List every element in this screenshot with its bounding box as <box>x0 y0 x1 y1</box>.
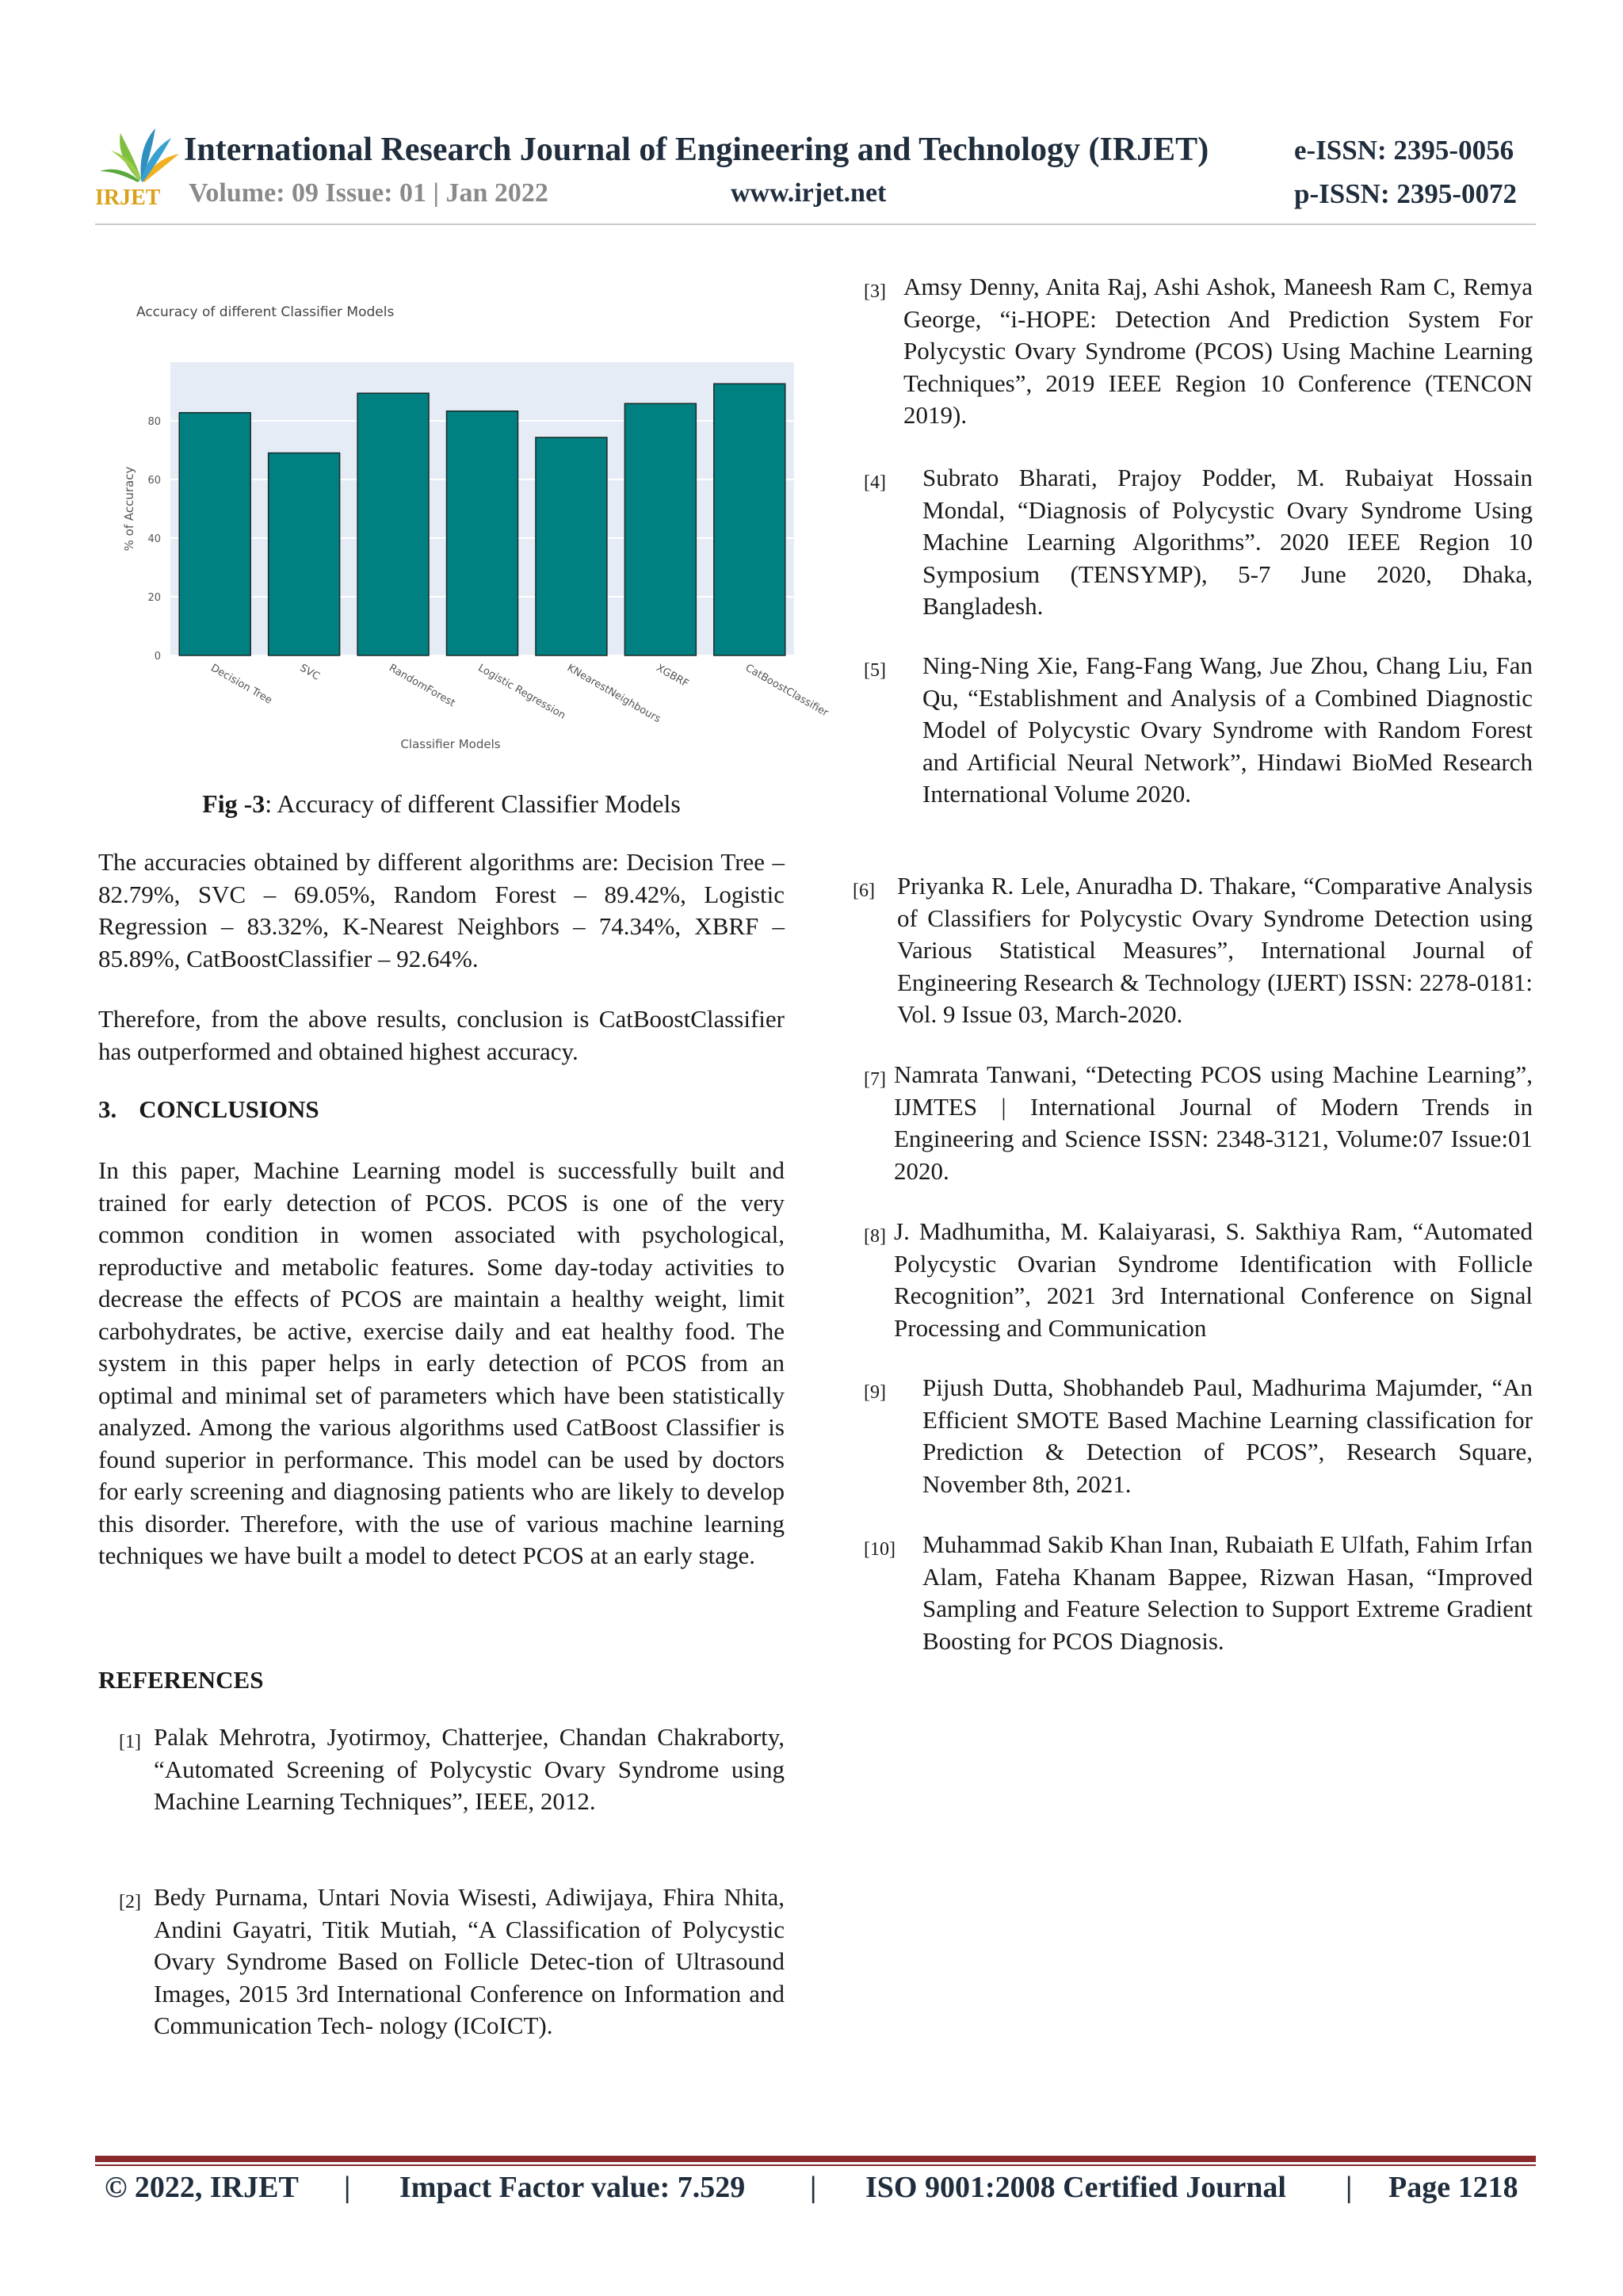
reference-item <box>119 1721 785 1818</box>
x-tick-label: Decision Tree <box>208 662 274 707</box>
reference-number: [4] <box>864 472 886 493</box>
reference-number: [6] <box>853 881 875 901</box>
x-tick-label: XGBRF <box>654 662 691 690</box>
y-tick-label: 20 <box>147 592 161 604</box>
reference-text: Pijush Dutta, Shobhandeb Paul, Madhurima Majumder, “An Efficient SMOTE Based Machine Learning classification for Prediction & Detection of PCOS”, Research Square, November 8th, 2021. <box>922 1373 1533 1498</box>
chart-x-ticks <box>208 662 831 725</box>
section-title: CONCLUSIONS <box>139 1095 319 1123</box>
reference-item <box>864 650 1533 811</box>
chart-title: Accuracy of different Classifier Models <box>136 304 395 320</box>
footer-divider-thin <box>95 2164 1536 2166</box>
reference-number: [9] <box>864 1382 886 1403</box>
irjet-logo <box>94 119 189 208</box>
bar-knearestneighbours <box>536 437 607 655</box>
footer-separator: | <box>344 2171 351 2204</box>
logo-text: IRJET <box>95 185 161 208</box>
y-tick-label: 0 <box>154 651 161 663</box>
conclusion-summary-paragraph: Therefore, from the above results, conclusion is CatBoostClassifier has outperformed and obtained highest accuracy. <box>98 1005 785 1065</box>
footer-separator: | <box>810 2171 817 2204</box>
chart-y-axis-label: % of Accuracy <box>122 466 136 552</box>
reference-text: Amsy Denny, Anita Raj, Ashi Ashok, Maneesh Ram C, Remya George, “i-HOPE: Detection And Prediction System For Polycystic Ovary Syndrome (PCOS) Using Machine Learning Techniques”, 2019 IEEE Region 10 Conference (TENCON 2019). <box>903 273 1533 429</box>
footer-copyright: © 2022, IRJET <box>105 2171 299 2204</box>
reference-number: [5] <box>864 660 886 681</box>
y-tick-label: 80 <box>147 416 161 428</box>
y-tick-label: 40 <box>147 533 161 545</box>
figure-caption <box>98 789 785 819</box>
chart-svg <box>119 295 832 770</box>
reference-item <box>864 1372 1533 1500</box>
figure-caption-text: : Accuracy of different Classifier Models <box>265 789 681 818</box>
section-number: 3. <box>98 1095 117 1123</box>
conclusions-paragraph: In this paper, Machine Learning model is successfully built and trained for early detection of PCOS. PCOS is one of the very common condition in women associated with psychological, reproductive and metabolic features. Some day-today activities to decrease the effects of PCOS are maintain a healthy weight, limit carbohydrates, be active, exercise daily and eat healthy food. The system in this paper helps in early detection of PCOS from an optimal and minimal set of parameters which have been statistically analyzed. Among the various algorithms used CatBoost Classifier is found superior in performance. This model can be used by doctors for early screening and diagnosing patients who are likely to develop this disorder. Therefore, with the use of various machine learning techniques we have built a model to detect PCOS at an early stage. <box>98 1156 785 1569</box>
bar-decision-tree <box>179 413 250 655</box>
reference-item <box>864 462 1533 623</box>
reference-number: [10] <box>864 1539 896 1560</box>
header-divider <box>95 223 1536 225</box>
reference-text: Namrata Tanwani, “Detecting PCOS using Machine Learning”, IJMTES | International Journal of Modern Trends in Engineering and Science ISSN: 2348-3121, Volume:07 Issue:01 2020. <box>894 1060 1533 1185</box>
reference-item <box>864 1059 1533 1187</box>
reference-number: [1] <box>119 1732 141 1752</box>
x-tick-label: SVC <box>297 662 322 683</box>
x-tick-label: CatBoostClassifier <box>743 662 831 720</box>
reference-number: [3] <box>864 281 886 302</box>
reference-text: Muhammad Sakib Khan Inan, Rubaiath E Ulfath, Fahim Irfan Alam, Fateha Khanam Bappee, Rizwan Hasan, “Improved Sampling and Feature Selection to Support Extreme Gradient Boosting for PCOS Diagnosis. <box>922 1530 1533 1655</box>
reference-text: Palak Mehrotra, Jyotirmoy, Chatterjee, Chandan Chakraborty, “Automated Screening of Polycystic Ovary Syndrome using Machine Learning Techniques”, IEEE, 2012. <box>154 1723 785 1815</box>
accuracy-bar-chart <box>119 295 832 770</box>
x-tick-label: KNearestNeighbours <box>564 662 663 726</box>
footer-divider-thick <box>95 2156 1536 2162</box>
reference-item <box>853 870 1533 1031</box>
reference-item <box>119 1881 785 2042</box>
results-paragraph: The accuracies obtained by different algorithms are: Decision Tree – 82.79%, SVC – 69.05%, Random Forest – 89.42%, Logistic Regression – 83.32%, K-Nearest Neighbors – 74.34%, XBRF – 85.89%, CatBoostClassifier – 92.64%. <box>98 848 785 972</box>
reference-text: Ning-Ning Xie, Fang-Fang Wang, Jue Zhou, Chang Liu, Fan Qu, “Establishment and Analysis of a Combined Diagnostic Model of Polycystic Ovary Syndrome with Random Forest and Artificial Neural Network”, Hindawi BioMed Research International Volume 2020. <box>922 651 1533 808</box>
bar-xgbrf <box>624 403 696 655</box>
figure-label: Fig -3 <box>202 789 265 818</box>
e-issn: e-ISSN: 2395-0056 <box>1294 135 1514 166</box>
reference-number: [2] <box>119 1892 141 1912</box>
conclusions-heading <box>98 1094 785 1125</box>
footer-impact-factor: Impact Factor value: 7.529 <box>399 2171 746 2204</box>
reference-text: Priyanka R. Lele, Anuradha D. Thakare, “Comparative Analysis of Classifiers for Polycystic Ovary Syndrome Detection using Various Statistical Measures”, International Journal of Engineering Research & Technology (IJERT) ISSN: 2278-0181: Vol. 9 Issue 03, March-2020. <box>897 872 1533 1028</box>
bar-svc <box>269 453 340 655</box>
references-heading: REFERENCES <box>98 1666 264 1694</box>
x-tick-label: RandomForest <box>387 662 457 710</box>
y-tick-label: 60 <box>147 475 161 487</box>
chart-y-ticks <box>147 416 161 663</box>
chart-x-axis-label: Classifier Models <box>400 737 501 751</box>
bar-logistic-regression <box>447 411 518 655</box>
x-tick-label: Logistic Regression <box>475 662 567 722</box>
reference-text: Bedy Purnama, Untari Novia Wisesti, Adiwijaya, Fhira Nhita, Andini Gayatri, Titik Mutiah, “A Classification of Polycystic Ovary Syndrome Based on Follicle Detec-tion of Ultrasound Images, 2015 3rd International Conference on Information and Communication Tech- nology (ICoICT). <box>154 1883 785 2039</box>
p-issn: p-ISSN: 2395-0072 <box>1294 178 1518 209</box>
reference-number: [8] <box>864 1226 886 1247</box>
journal-title: International Research Journal of Engineering and Technology (IRJET) <box>184 132 1209 168</box>
bar-catboostclassifier <box>714 384 785 655</box>
footer-separator: | <box>1346 2171 1353 2204</box>
reference-item <box>864 1529 1533 1657</box>
logo-leaves-icon <box>100 128 179 182</box>
bar-randomforest <box>357 393 429 655</box>
footer-iso: ISO 9001:2008 Certified Journal <box>865 2171 1286 2204</box>
reference-number: [7] <box>864 1069 886 1090</box>
reference-text: Subrato Bharati, Prajoy Podder, M. Rubaiyat Hossain Mondal, “Diagnosis of Polycystic Ovary Syndrome Using Machine Learning Algorithms”. 2020 IEEE Region 10 Symposium (TENSYMP), 5-7 June 2020, Dhaka, Bangladesh. <box>922 464 1533 620</box>
footer-page-number: Page 1218 <box>1388 2171 1518 2204</box>
journal-website-link[interactable]: www.irjet.net <box>731 178 887 208</box>
reference-item <box>864 271 1533 432</box>
reference-item <box>864 1216 1533 1344</box>
volume-issue: Volume: 09 Issue: 01 | Jan 2022 <box>189 178 548 208</box>
reference-text: J. Madhumitha, M. Kalaiyarasi, S. Sakthiya Ram, “Automated Polycystic Ovarian Syndrome Identification with Follicle Recognition”, 2021 3rd International Conference on Signal Processing and Communication <box>894 1217 1533 1342</box>
